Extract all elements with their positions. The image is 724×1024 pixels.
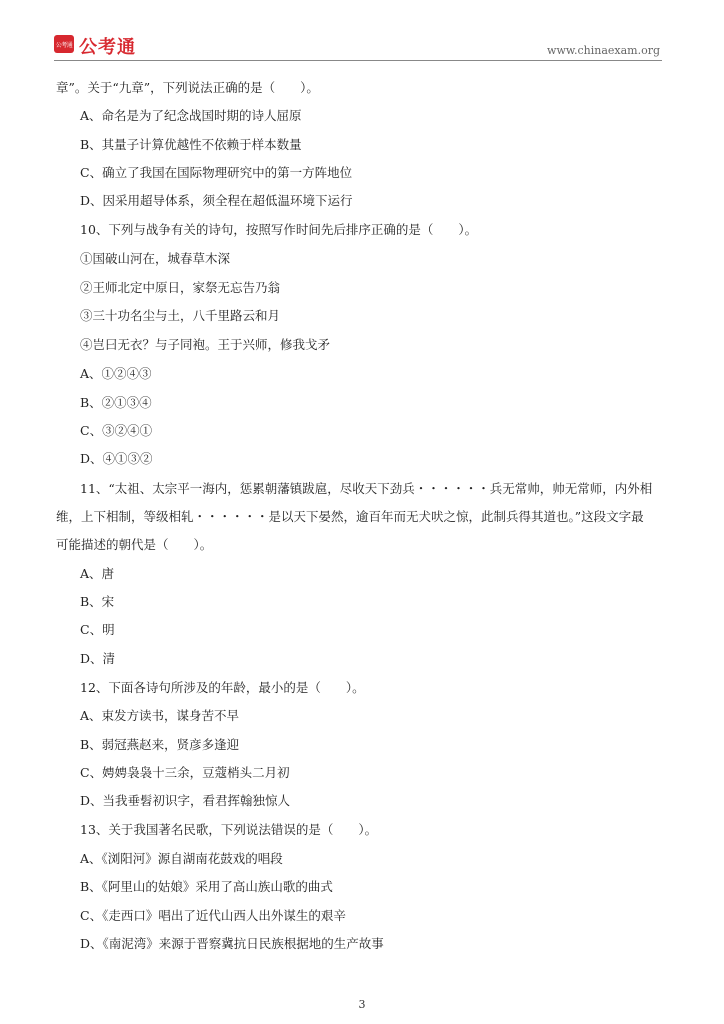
- logo-text: 公考通: [79, 37, 136, 58]
- option-line: C、《走西口》唱出了近代山西人出外谋生的艰辛: [80, 908, 346, 923]
- site-url: www.chinaexam.org: [547, 44, 660, 57]
- option-line: D、因采用超导体系，须全程在超低温环境下运行: [80, 193, 353, 208]
- option-line: D、清: [80, 651, 116, 666]
- text-line: 可能描述的朝代是（ ）。: [56, 537, 213, 552]
- option-line: B、宋: [80, 594, 115, 609]
- option-line: D、《南泥湾》来源于晋察冀抗日民族根据地的生产故事: [80, 936, 384, 951]
- option-line: D、当我垂髫初识字，看君挥翰独惊人: [80, 793, 291, 808]
- option-line: B、《阿里山的姑娘》采用了高山族山歌的曲式: [80, 879, 333, 894]
- text-line: 章”。关于“九章”，下列说法正确的是（ ）。: [56, 80, 319, 95]
- text-line: 维，上下相制，等级相轧・・・・・・是以天下晏然，逾百年而无犬吠之惊，此制兵得其道也。”这段文字最: [56, 509, 644, 524]
- text-line: ①国破山河在，城春草木深: [80, 251, 231, 266]
- option-line: C、确立了我国在国际物理研究中的第一方阵地位: [80, 165, 353, 180]
- logo-icon: [54, 35, 74, 53]
- option-line: A、束发方读书，谋身苦不早: [80, 708, 240, 723]
- option-line: B、其量子计算优越性不依赖于样本数量: [80, 137, 302, 152]
- page-number: 3: [358, 998, 366, 1011]
- option-line: A、《浏阳河》源自湖南花鼓戏的唱段: [80, 851, 283, 866]
- option-line: C、明: [80, 622, 115, 637]
- option-line: B、②①③④: [80, 395, 152, 410]
- text-line: ②王师北定中原日，家祭无忘告乃翁: [80, 280, 281, 295]
- text-line: ④岂曰无衣？与子同袍。王于兴师，修我戈矛: [80, 337, 331, 352]
- option-line: A、唐: [80, 566, 115, 581]
- option-line: A、①②④③: [80, 366, 152, 381]
- question-title: 11、“太祖、太宗平一海内，惩累朝藩镇跋扈，尽收天下劲兵・・・・・・兵无常帅，帅无常师，内外相: [80, 481, 653, 496]
- question-title: 10、下列与战争有关的诗句，按照写作时间先后排序正确的是（ ）。: [80, 222, 478, 237]
- text-line: ③三十功名尘与土，八千里路云和月: [80, 308, 281, 323]
- option-line: C、③②④①: [80, 423, 153, 438]
- option-line: D、④①③②: [80, 451, 153, 466]
- header-divider: [54, 60, 662, 61]
- question-title: 12、下面各诗句所涉及的年龄，最小的是（ ）。: [80, 680, 365, 695]
- question-title: 13、关于我国著名民歌，下列说法错误的是（ ）。: [80, 822, 378, 837]
- page-header: [0, 0, 724, 70]
- option-line: B、弱冠燕赵来，贤彦多逢迎: [80, 737, 240, 752]
- logo-box-text: 公考通: [55, 41, 73, 49]
- option-line: C、娉娉袅袅十三余，豆蔻梢头二月初: [80, 765, 290, 780]
- option-line: A、命名是为了纪念战国时期的诗人屈原: [80, 108, 302, 123]
